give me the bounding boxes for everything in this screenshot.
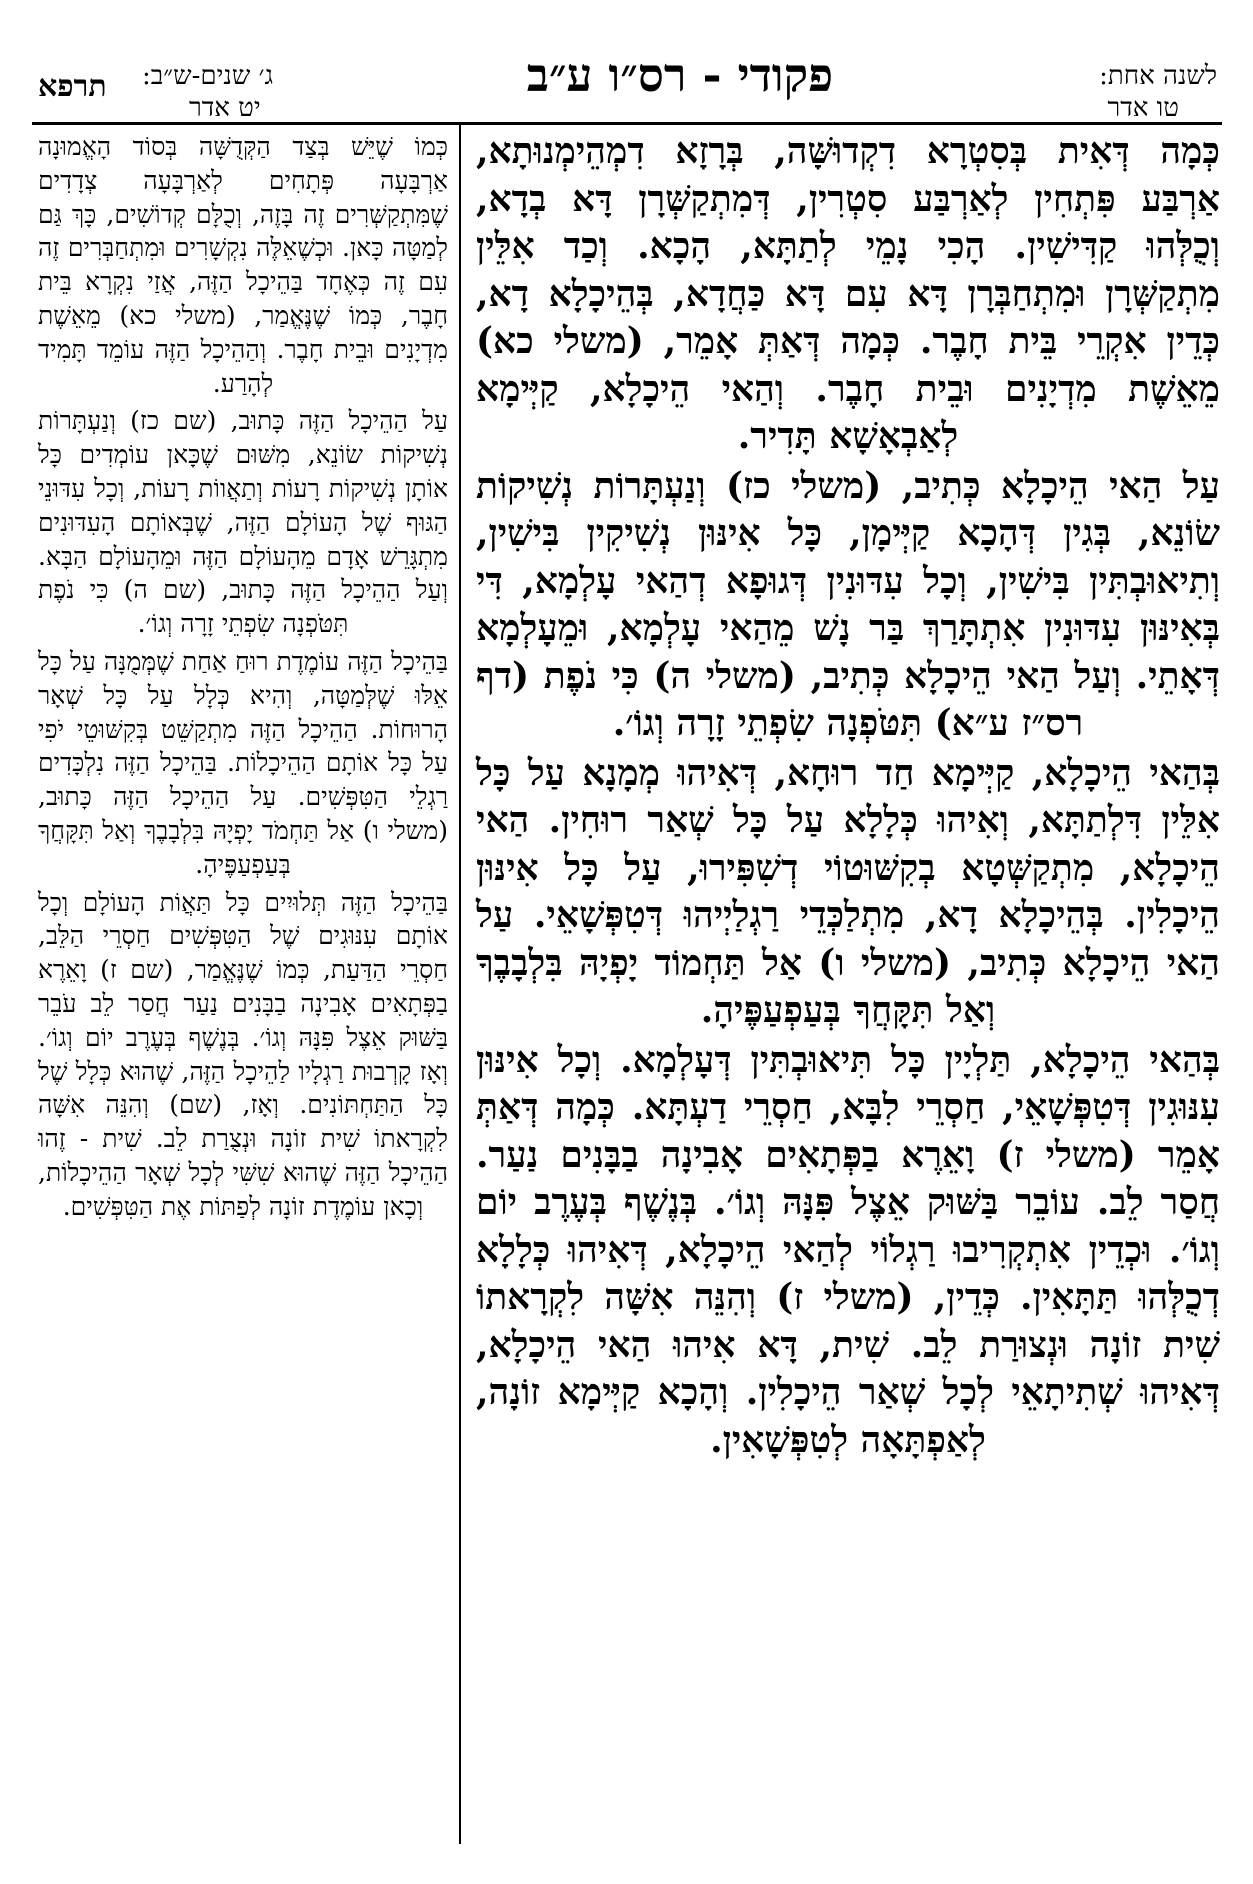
main-paragraph: בְּהַאי הֵיכָלָא, תַּלְיָין כָּל תִּיאוּבְתִּין דְּעָלְמָא. וְכָל אִינּוּן עִנּוּגִין דְּטִפְּשָׁאֵי, חַסְרֵי לִבָּא, חַסְרֵי דַעְתָּא. כְּמָה דְּאַתְּ אָמֵר (משלי ז) וָאֵרֶא בַפְּתָאִים אָבִינָה בַבָּנִים נַעַר. חֲסַר לֵב. עוֹבֵר בַּשּׁוּק אֵצֶל פִּנָּהּ וְגוֹ׳. בְּנֶשֶׁף בְּעֶרֶב יוֹם וְגוֹ׳. וּכְדֵין אִתְקְרִיבוּ רַגְלוֹי לְהַאי הֵיכָלָא, דְּאִיהוּ כְּלָלָא דְכֻלְּהוּ תַּתָּאִין. כְּדֵין, (משלי ז) וְהִנֵּה אִשָּׁה לִקְרָאתוֹ שִׁית זוֹנָה וּנְצוּרַת לֵב. שִׁית, דָּא אִיהוּ הַאי הֵיכָלָא, דְּאִיהוּ שְׁתִיתָאֵי לְכָל שְׁאַר הֵיכָלִין. וְהָכָא קַיְּימָא זוֹנָה, לְאַפְתָּאָה לְטִפְּשָׁאִין. — [476, 1038, 1220, 1461]
main-paragraph: כְּמָה דְּאִית בְּסִטְרָא דִקְדוּשָּׁה, בְּרָזָא דִמְהֵימְנוּתָא, אַרְבַּע פִּתְחִין לְאַרְבַּע סִטְרִין, דְּמִתְקַשְּׁרָן דָּא בְדָא, וְכֻלְּהוּ קַדִּישִׁין. הָכִי נָמֵי לְתַתָּא, הָכָא. וְכַד אִלֵּין מִתְקַשְּׁרָן וּמִתְחַבְּרָן דָּא עִם דָּא כַּחֲדָא, בְּהֵיכָלָא דָא, כְּדֵין אִקְרֵי בֵּית חָבֶר. כְּמָה דְּאַתְּ אָמֵר, (משלי כא) מֵאֵשֶׁת מִדְיָנִים וּבֵית חָבֶר. וְהַאי הֵיכָלָא, קַיְּימָא לְאַבְאָשָׁא תָּדִיר. — [476, 130, 1220, 457]
column-divider — [459, 124, 461, 1844]
main-paragraph: בְּהַאי הֵיכָלָא, קַיְּימָא חַד רוּחָא, דְּאִיהוּ מְמָנָא עַל כָּל אִלֵּין דִּלְתַתָּא, וְאִיהוּ כְּלָלָא עַל כָּל שְׁאַר רוּחִין. הַאי הֵיכָלָא, מִתְקַשְּׁטָא בְקִשּׁוּטוֹי דְשִׁפִּירוּ, עַל כָּל אִינּוּן הֵיכָלִין. בְּהֵיכָלָא דָא, מִתְלַכְּדֵי רַגְלַיְיהוּ דְּטִפְּשָׁאֵי. עַל הַאי הֵיכָלָא כְּתִיב, (משלי ו) אַל תַּחְמוֹד יָפְיָהּ בִּלְבָבֶךָ וְאַל תִּקָּחֲךָ בְּעַפְעַפֶּיהָ. — [476, 751, 1220, 1031]
alt-schedule-date: יט אדר — [189, 93, 261, 123]
header-divider — [32, 122, 1222, 125]
main-paragraph: עַל הַאי הֵיכָלָא כְּתִיב, (משלי כז) וְנַעְתָּרוֹת נְשִׁיקוֹת שׂוֹנֵא, בְּגִין דְּהָכָא קַיְּימָן, כָּל אִינּוּן נְשִׁיקִין בִּישִׁין, וְתִיאוּבְתִּין בִּישִׁין, וְכָל עִדּוּנִין דְּגוּפָא דְהַאי עָלְמָא, דִּי בְּאִינּוּן עִדּוּנִין אִתְתָּרַךְ בַּר נָשׁ מֵהַאי עָלְמָא, וּמֵעָלְמָא דְּאָתֵי. וְעַל הַאי הֵיכָלָא כְּתִיב, (משלי ה) כִּי נֹפֶת (דף רס״ז ע״א) תִּטֹּפְנָה שִׂפְתֵי זָרָה וְגוֹ׳. — [476, 464, 1220, 744]
page-header — [0, 0, 1253, 122]
page-title: פקודי - רס״ו ע״ב — [526, 48, 834, 102]
study-schedule-label: לשנה אחת: — [1099, 61, 1217, 91]
translation-paragraph: בַּהֵיכָל הַזֶּה עוֹמֶדֶת רוּחַ אַחַת שֶׁמְּמֻנָּה עַל כָּל אֵלּוּ שֶׁלְּמַטָּה, וְהִיא כְּלָל עַל כָּל שְׁאָר הָרוּחוֹת. הַהֵיכָל הַזֶּה מִתְקַשֵּׁט בְּקִשּׁוּטֵי יֹפִי עַל כָּל אוֹתָם הַהֵיכָלוֹת. בַּהֵיכָל הַזֶּה נִלְכָּדִים רַגְלֵי הַטִּפְּשִׁים. עַל הַהֵיכָל הַזֶּה כָּתוּב, (משלי ו) אַל תַּחְמֹד יָפְיָהּ בִּלְבָבֶךָ וְאַל תִּקָּחֲךָ בְּעַפְעַפֶּיהָ. — [38, 646, 448, 879]
page-number: תרפא — [38, 69, 107, 104]
translation-paragraph: עַל הַהֵיכָל הַזֶּה כָּתוּב, (שם כז) וְנַעְתָּרוֹת נְשִׁיקוֹת שׂוֹנֵא, מִשּׁוּם שֶׁכָּאן עוֹמְדִים כָּל אוֹתָן נְשִׁיקוֹת רָעוֹת וְתַאֲווֹת רָעוֹת, וְכָל עִדּוּנֵי הַגּוּף שֶׁל הָעוֹלָם הַזֶּה, שֶׁבְּאוֹתָם הָעִדּוּנִים מִתְגָּרֵשׁ אָדָם מֵהָעוֹלָם הַזֶּה וּמֵהָעוֹלָם הַבָּא. וְעַל הַהֵיכָל הַזֶּה כָּתוּב, (שם ה) כִּי נֹפֶת תִּטֹּפְנָה שִׂפְתֵי זָרָה וְגוֹ׳. — [38, 406, 448, 639]
main-column — [476, 128, 1220, 1466]
translation-paragraph: בַּהֵיכָל הַזֶּה תְּלוּיִים כָּל תַּאֲוֹת הָעוֹלָם וְכָל אוֹתָם עִנּוּגִים שֶׁל הַטִּפְּשִׁים חַסְרֵי הַלֵּב, חַסְרֵי הַדַּעַת, כְּמוֹ שֶׁנֶּאֱמַר, (שם ז) וָאֵרֶא בַפְּתָאִים אָבִינָה בַבָּנִים נַעַר חֲסַר לֵב עֹבֵר בַּשּׁוּק אֵצֶל פִּנָּהּ וְגוֹ׳. בְּנֶשֶׁף בְּעֶרֶב יוֹם וְגוֹ׳. וְאָז קָרְבוּת רַגְלָיו לַהֵיכָל הַזֶּה, שֶׁהוּא כְּלָל שֶׁל כָּל הַתַּחְתּוֹנִים. וְאָז, (שם) וְהִנֵּה אִשָּׁה לִקְרָאתוֹ שִׁית זוֹנָה וּנְצֻרַת לֵב. שִׁית - זֶהוּ הַהֵיכָל הַזֶּה שֶׁהוּא שִׁשִּׁי לְכָל שְׁאָר הַהֵיכָלוֹת, וְכָאן עוֹמֶדֶת זוֹנָה לְפַתּוֹת אֶת הַטִּפְּשִׁים. — [38, 887, 448, 1221]
alt-schedule-label: ג׳ שנים-ש״ב: — [142, 61, 274, 91]
study-schedule-date: טו אדר — [1107, 93, 1179, 123]
translation-paragraph: כְּמוֹ שֶׁיֵּשׁ בְּצַד הַקְּדֻשָּׁה בְּסוֹד הָאֱמוּנָה אַרְבָּעָה פְּתָחִים לְאַרְבָּעָה צְדָדִים שֶׁמִּתְקַשְּׁרִים זֶה בָּזֶה, וְכֻלָּם קְדוֹשִׁים, כָּךְ גַּם לְמַטָּה כָּאן. וּכְשֶׁאֵלֶּה נִקְשָׁרִים וּמִתְחַבְּרִים זֶה עִם זֶה כְּאֶחָד בַּהֵיכָל הַזֶּה, אֲזַי נִקְרָא בֵּית חָבֶר, כְּמוֹ שֶׁנֶּאֱמַר, (משלי כא) מֵאֵשֶׁת מִדְיָנִים וּבֵית חָבֶר. וְהַהֵיכָל הַזֶּה עוֹמֵד תָּמִיד לְהָרַע. — [38, 132, 448, 398]
translation-column — [38, 130, 448, 1228]
